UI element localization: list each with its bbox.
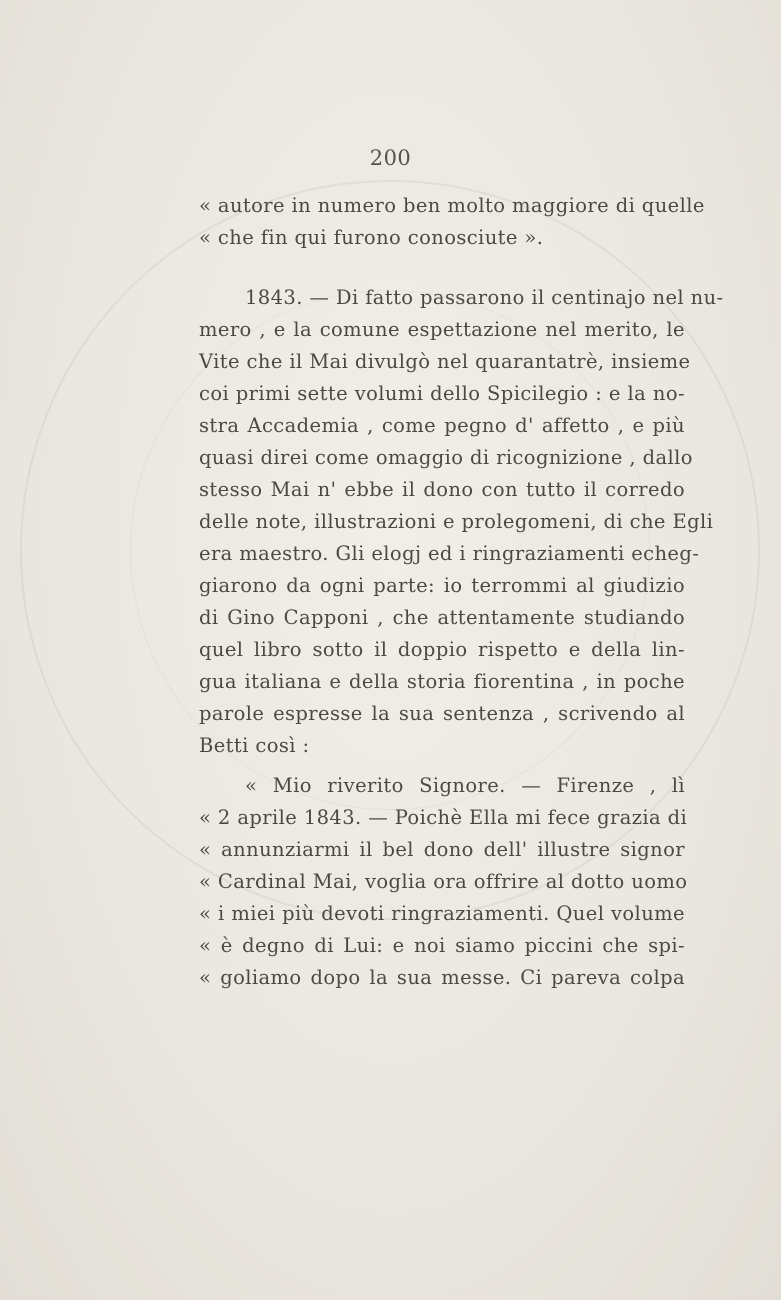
text-line: « Cardinal Mai, voglia ora offrire al dotto uomo [199, 870, 688, 893]
page-number: 200 [369, 146, 412, 170]
text-line: quasi direi come omaggio di ricognizione , dallo [199, 446, 693, 469]
text-line: Vite che il Mai divulgò nel quarantatrè, insieme [199, 350, 691, 373]
text-line: parole espresse la sua sentenza , scrivendo al [199, 702, 685, 725]
text-line: stra Accademia , come pegno d' affetto , e più [199, 414, 685, 437]
text-line: « i miei più devoti ringraziamenti. Quel volume [199, 902, 685, 925]
text-line: « è degno di Lui: e noi siamo piccini che spi- [199, 934, 685, 957]
text-line: Betti così : [199, 734, 310, 757]
text-line: « Mio riverito Signore. — Firenze , lì [245, 774, 685, 797]
text-line: « che fin qui furono conosciute ». [199, 226, 544, 249]
text-line: coi primi sette volumi dello Spicilegio : e la no- [199, 382, 685, 405]
body-text [199, 190, 724, 994]
text-line: gua italiana e della storia fiorentina , in poche [199, 670, 685, 693]
text-line: 1843. — Di fatto passarono il centinajo nel nu- [245, 286, 724, 309]
text-line: delle note, illustrazioni e prolegomeni, di che Egli [199, 510, 714, 533]
text-line: giarono da ogni parte: io terrommi al giudizio [199, 574, 685, 597]
text-line: stesso Mai n' ebbe il dono con tutto il corredo [199, 478, 685, 501]
text-line: « goliamo dopo la sua messe. Ci pareva colpa [199, 966, 685, 989]
text-line: mero , e la comune espettazione nel merito, le [199, 318, 685, 341]
text-line: quel libro sotto il doppio rispetto e della lin- [199, 638, 685, 661]
text-line: « annunziarmi il bel dono dell' illustre signor [199, 838, 685, 861]
text-line: « autore in numero ben molto maggiore di quelle [199, 194, 705, 217]
paragraph-gap [199, 254, 685, 282]
text-line: « 2 aprile 1843. — Poichè Ella mi fece grazia di [199, 806, 688, 829]
text-line: era maestro. Gli elogj ed i ringraziamenti echeg- [199, 542, 700, 565]
text-line: di Gino Capponi , che attentamente studiando [199, 606, 685, 629]
paragraph-gap [199, 762, 685, 770]
